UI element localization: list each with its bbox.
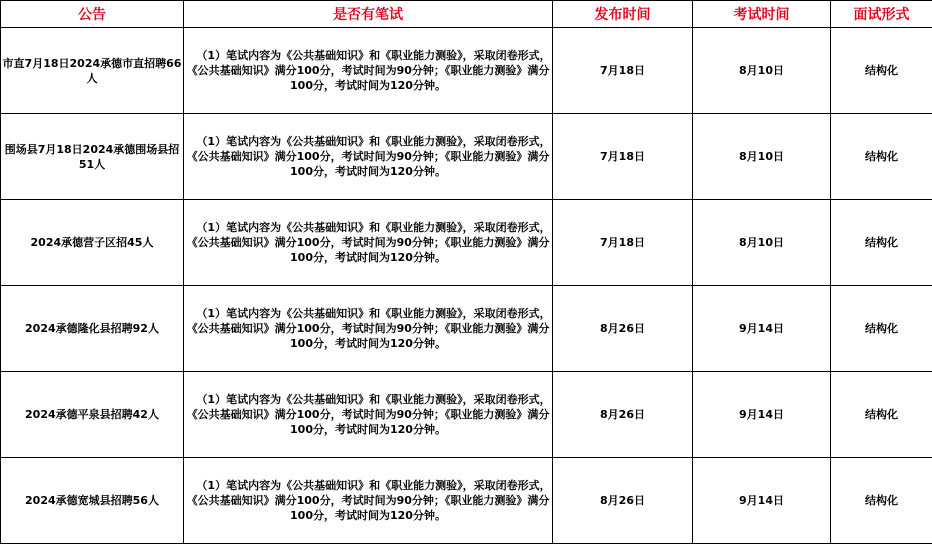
interview-format-cell: 结构化 [831,114,932,200]
notice-cell: 2024承德隆化县招聘92人 [1,286,184,372]
table-row [1,200,932,286]
header-notice: 公告 [1,1,184,28]
exam-date-cell: 9月14日 [693,372,831,458]
publish-date-cell: 7月18日 [553,114,693,200]
written-exam-text: （1）笔试内容为《公共基础知识》和《职业能力测验》，采取闭卷形式，《公共基础知识》满分100分，考试时间为90分钟；《职业能力测验》满分100分，考试时间为120分钟。 [184,392,552,437]
exam-date-cell: 8月10日 [693,114,831,200]
header-row [1,1,932,28]
exam-date-cell: 8月10日 [693,28,831,114]
written-exam-cell [184,372,553,458]
header-publish-date: 发布时间 [553,1,693,28]
written-exam-text: （1）笔试内容为《公共基础知识》和《职业能力测验》，采取闭卷形式，《公共基础知识》满分100分，考试时间为90分钟；《职业能力测验》满分100分，考试时间为120分钟。 [184,478,552,523]
header-interview-format: 面试形式 [831,1,932,28]
written-exam-cell [184,286,553,372]
publish-date-cell: 8月26日 [553,286,693,372]
written-exam-text: （1）笔试内容为《公共基础知识》和《职业能力测验》，采取闭卷形式，《公共基础知识》满分100分，考试时间为90分钟；《职业能力测验》满分100分，考试时间为120分钟。 [184,134,552,179]
header-written-exam: 是否有笔试 [184,1,553,28]
table-row [1,372,932,458]
notice-cell: 围场县7月18日2024承德围场县招51人 [1,114,184,200]
exam-date-cell: 8月10日 [693,200,831,286]
publish-date-cell: 7月18日 [553,28,693,114]
notice-cell: 市直7月18日2024承德市直招聘66人 [1,28,184,114]
header-exam-date: 考试时间 [693,1,831,28]
table-row [1,286,932,372]
exam-date-cell: 9月14日 [693,286,831,372]
interview-format-cell: 结构化 [831,372,932,458]
notice-cell: 2024承德平泉县招聘42人 [1,372,184,458]
publish-date-cell: 8月26日 [553,458,693,544]
publish-date-cell: 8月26日 [553,372,693,458]
written-exam-cell [184,458,553,544]
interview-format-cell: 结构化 [831,28,932,114]
table-row [1,114,932,200]
written-exam-text: （1）笔试内容为《公共基础知识》和《职业能力测验》，采取闭卷形式，《公共基础知识》满分100分，考试时间为90分钟；《职业能力测验》满分100分，考试时间为120分钟。 [184,220,552,265]
notice-cell: 2024承德宽城县招聘56人 [1,458,184,544]
interview-format-cell: 结构化 [831,458,932,544]
written-exam-cell [184,28,553,114]
written-exam-cell [184,114,553,200]
notice-cell: 2024承德营子区招45人 [1,200,184,286]
interview-format-cell: 结构化 [831,200,932,286]
exam-date-cell: 9月14日 [693,458,831,544]
written-exam-text: （1）笔试内容为《公共基础知识》和《职业能力测验》，采取闭卷形式，《公共基础知识》满分100分，考试时间为90分钟；《职业能力测验》满分100分，考试时间为120分钟。 [184,48,552,93]
interview-format-cell: 结构化 [831,286,932,372]
table-row [1,458,932,544]
publish-date-cell: 7月18日 [553,200,693,286]
written-exam-cell [184,200,553,286]
table-row [1,28,932,114]
written-exam-text: （1）笔试内容为《公共基础知识》和《职业能力测验》，采取闭卷形式，《公共基础知识》满分100分，考试时间为90分钟；《职业能力测验》满分100分，考试时间为120分钟。 [184,306,552,351]
